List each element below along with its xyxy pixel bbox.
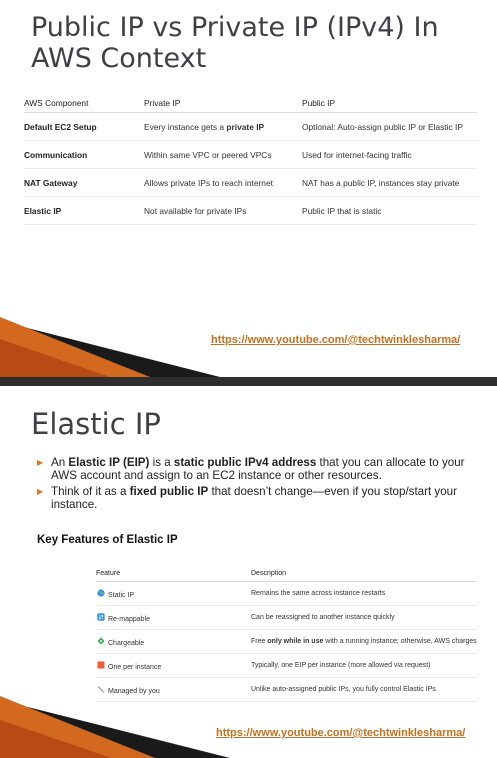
feature-cell	[96, 630, 251, 654]
bullet-item	[37, 485, 477, 511]
square-icon	[96, 661, 105, 671]
table-row	[96, 582, 477, 606]
table-row	[96, 654, 477, 678]
column-header-description: Description	[251, 566, 477, 582]
feature-label: Static IP	[108, 591, 135, 599]
bullet-text: An	[51, 456, 69, 469]
section-heading: Key Features of Elastic IP	[37, 534, 178, 546]
description-cell: Unlike auto-assigned public IPs, you fully control Elastic IPs	[251, 678, 477, 702]
table-row	[24, 169, 477, 197]
private-ip-cell: Not available for private IPs	[144, 197, 302, 225]
private-ip-cell: Allows private IPs to reach internet	[144, 169, 302, 197]
corner-decoration	[0, 696, 230, 758]
component-cell: NAT Gateway	[24, 169, 144, 197]
table-row	[24, 113, 477, 141]
triangle-right-icon: ▶	[37, 487, 44, 496]
slide-public-vs-private-ip	[0, 0, 497, 377]
private-ip-cell: Within same VPC or peered VPCs	[144, 141, 302, 169]
money-icon	[96, 637, 105, 647]
description-cell: Remains the same across instance restarts	[251, 582, 477, 606]
component-cell: Default EC2 Setup	[24, 113, 144, 141]
slide-title: Public IP vs Private IP (IPv4) In AWS Context	[31, 12, 439, 75]
description-cell	[251, 630, 477, 654]
bullet-bold-text: static public IPv4 address	[173, 456, 317, 469]
public-ip-cell: NAT has a public IP, instances stay private	[302, 169, 477, 197]
youtube-channel-link[interactable]: https://www.youtube.com/@techtwinklesharma/	[216, 727, 466, 739]
private-ip-text: Every instance gets a	[144, 121, 227, 132]
globe-icon	[96, 589, 105, 599]
table-header-row	[24, 94, 477, 113]
public-ip-cell: Used for internet-facing traffic	[302, 141, 477, 169]
table-header-row	[96, 566, 477, 582]
feature-cell	[96, 654, 251, 678]
bullet-text: that you can allocate to your AWS account and assign to an EC2 instance or other resources.	[51, 456, 465, 482]
corner-decoration	[0, 317, 220, 377]
private-ip-bold-text: private IP	[226, 121, 265, 132]
bullet-bold-text: Elastic IP (EIP)	[68, 456, 150, 469]
comparison-table	[24, 94, 477, 225]
column-header-public-ip: Public IP	[302, 94, 477, 113]
youtube-channel-link[interactable]: https://www.youtube.com/@techtwinklesharma/	[211, 334, 461, 346]
description-text: with a running instance; otherwise, AWS charges	[323, 638, 477, 645]
feature-cell	[96, 582, 251, 606]
column-header-feature: Feature	[96, 566, 251, 582]
component-cell: Communication	[24, 141, 144, 169]
feature-label: Chargeable	[108, 639, 145, 647]
feature-label: Re-mappable	[108, 615, 151, 623]
slide-elastic-ip	[0, 386, 497, 758]
table-row	[24, 141, 477, 169]
description-bold-text: only while in use	[267, 638, 324, 645]
features-table	[96, 566, 477, 702]
bullet-text: Think of it as a	[51, 485, 130, 498]
column-header-component: AWS Component	[24, 94, 144, 113]
table-row	[24, 197, 477, 225]
description-text: Free	[251, 638, 268, 645]
component-cell: Elastic IP	[24, 197, 144, 225]
feature-cell	[96, 606, 251, 630]
pencil-icon	[96, 685, 105, 695]
column-header-private-ip: Private IP	[144, 94, 302, 113]
feature-label: Managed by you	[108, 687, 160, 695]
slide-divider	[0, 377, 497, 386]
description-cell: Typically, one EIP per instance (more allowed via request)	[251, 654, 477, 678]
public-ip-cell: Public IP that is static	[302, 197, 477, 225]
description-cell: Can be reassigned to another instance quickly	[251, 606, 477, 630]
bullet-bold-text: fixed public IP	[129, 485, 209, 498]
feature-label: One per instance	[108, 663, 162, 671]
bullet-item	[37, 456, 477, 482]
public-ip-cell: Optional: Auto-assign public IP or Elastic IP	[302, 113, 477, 141]
triangle-right-icon: ▶	[37, 458, 44, 467]
bullet-text: is a	[149, 456, 174, 469]
private-ip-cell	[144, 113, 302, 141]
bullet-text: that doesn’t change—even if you stop/start your instance.	[51, 485, 457, 511]
table-row	[96, 606, 477, 630]
table-row	[96, 630, 477, 654]
slide-title: Elastic IP	[31, 407, 161, 441]
swap-icon	[96, 613, 105, 623]
bullet-list	[37, 456, 477, 514]
